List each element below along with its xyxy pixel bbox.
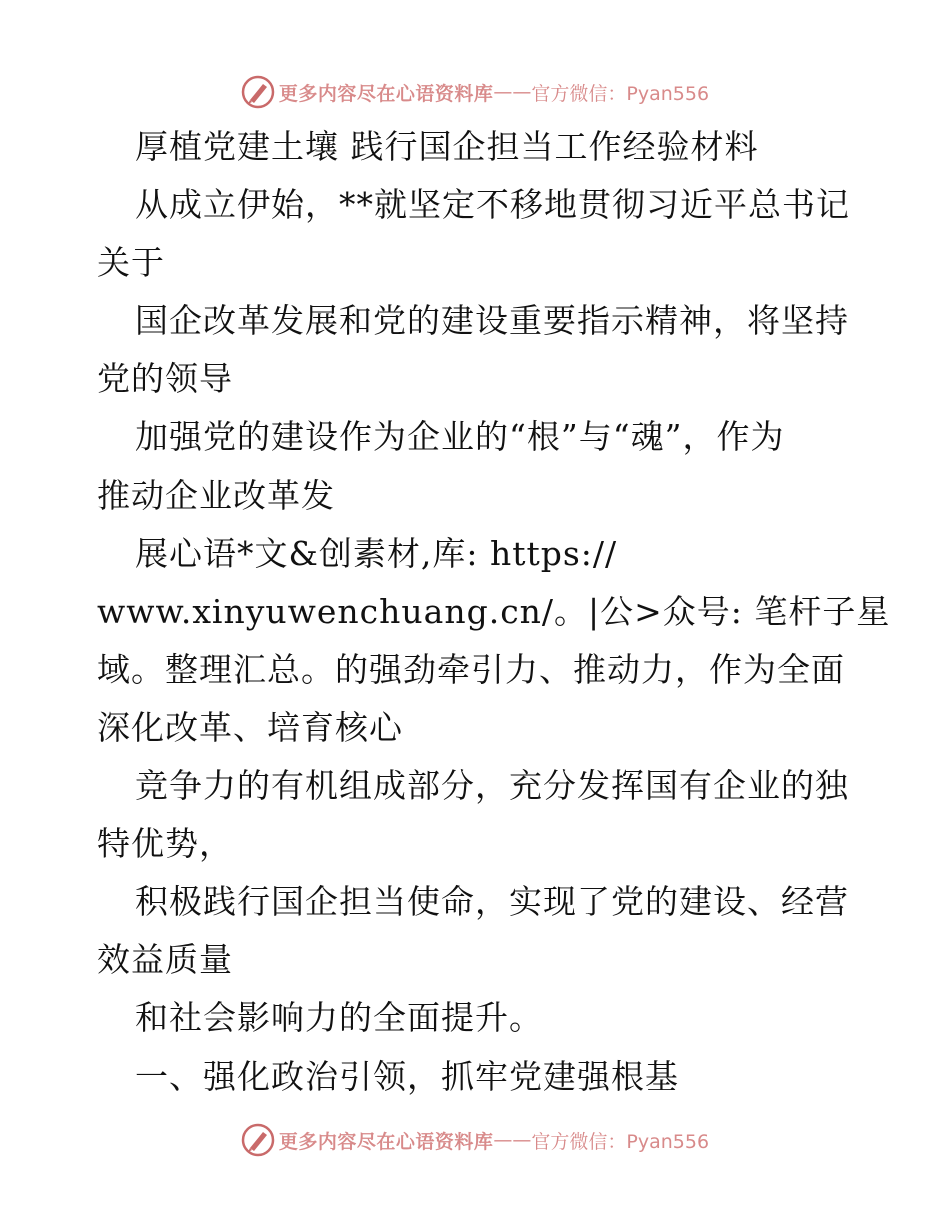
text-line: 效益质量 [97, 940, 233, 980]
text-line: 加强党的建设作为企业的“根”与“魂”，作为 [135, 417, 785, 457]
text-line: 竞争力的有机组成部分，充分发挥国有企业的独 [135, 766, 849, 806]
text-line: 深化改革、培育核心 [97, 707, 403, 747]
pen-logo-icon [241, 75, 275, 109]
watermark-wechat: 官方微信：Pyan556 [531, 82, 710, 105]
document-title: 厚植党建土壤 践行国企担当工作经验材料 [135, 127, 759, 166]
watermark-banner-top [0, 72, 950, 112]
section-heading: 一、强化政治引领，抓牢党建强根基 [135, 1056, 679, 1096]
document-body [97, 118, 891, 1106]
text-line: 关于 [97, 243, 165, 283]
text-line: www.xinyuwenchuang.cn/。|公>众号: 笔杆子星 [97, 591, 891, 631]
text-line: 域。整理汇总。的强劲牵引力、推动力，作为全面 [97, 649, 845, 689]
watermark-dash: —— [493, 81, 532, 103]
pen-logo-icon [241, 1123, 275, 1157]
text-line: 从成立伊始，**就坚定不移地贯彻习近平总书记 [135, 185, 850, 225]
text-line: 推动企业改革发 [97, 475, 335, 515]
watermark-text: 更多内容尽在心语资料库 [278, 1130, 494, 1153]
text-line: 展心语*文&创素材,库: https:// [135, 533, 618, 573]
watermark-dash: —— [493, 1129, 532, 1151]
text-line: 积极践行国企担当使命，实现了党的建设、经营 [135, 882, 849, 922]
watermark-text: 更多内容尽在心语资料库 [278, 82, 494, 105]
watermark-banner-bottom [0, 1120, 950, 1160]
text-line: 党的领导 [97, 359, 233, 399]
text-line: 特优势， [97, 824, 233, 864]
text-line: 和社会影响力的全面提升。 [135, 998, 543, 1038]
watermark-wechat: 官方微信：Pyan556 [531, 1130, 710, 1153]
text-line: 国企改革发展和党的建设重要指示精神，将坚持 [135, 301, 849, 341]
